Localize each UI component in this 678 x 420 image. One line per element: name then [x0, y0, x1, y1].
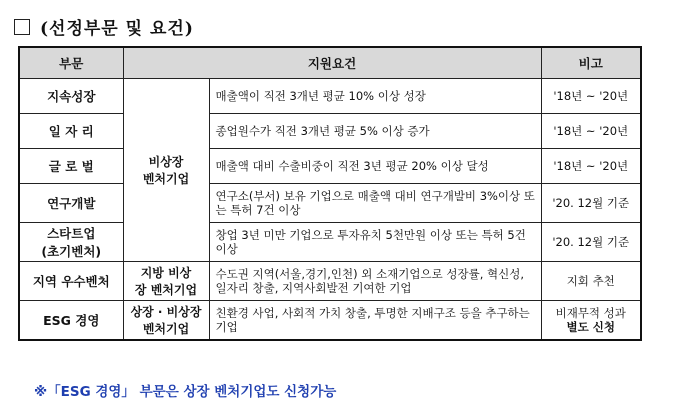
row-group-line1: 지방 비상: [140, 266, 192, 280]
group-cell-unlisted: [123, 79, 209, 262]
row-note: '20. 12월 기준: [541, 223, 641, 262]
table-row: [19, 262, 641, 301]
row-note: [541, 301, 641, 341]
row-requirement: 종업원수가 직전 3개년 평균 5% 이상 증가: [209, 114, 541, 149]
row-note: 지회 추천: [541, 262, 641, 301]
header-category: 부문: [19, 47, 123, 79]
row-group: [123, 301, 209, 341]
row-group: [123, 262, 209, 301]
selection-criteria-table: [18, 46, 642, 341]
row-requirement: 수도권 지역(서울,경기,인천) 외 소재기업으로 성장률, 혁신성, 일자리 창출, 지역사회발전 기여한 기업: [209, 262, 541, 301]
group-label-line2: 벤처기업: [142, 172, 190, 186]
group-label-line1: 비상장: [148, 155, 184, 169]
row-category-line2: (초기벤처): [41, 244, 102, 259]
row-category-line1: 스타트업: [47, 226, 96, 241]
checkbox-square-icon: [14, 19, 30, 35]
section-title: [14, 14, 194, 39]
row-note: '20. 12월 기준: [541, 184, 641, 223]
row-requirement: 연구소(부서) 보유 기업으로 매출액 대비 연구개발비 3%이상 또는 특허 7건 이상: [209, 184, 541, 223]
row-category: 연구개발: [19, 184, 123, 223]
row-category: 글 로 벌: [19, 149, 123, 184]
header-requirements: 지원요건: [123, 47, 541, 79]
row-note-line1: 비재무적 성과: [555, 306, 626, 320]
row-note: '18년 ~ '20년: [541, 79, 641, 114]
table-header-row: [19, 47, 641, 79]
row-requirement: 친환경 사업, 사회적 가치 창출, 투명한 지배구조 등을 추구하는 기업: [209, 301, 541, 341]
section-title-text: (선정부문 및 요건): [40, 19, 194, 39]
row-note-line2: 별도 신청: [566, 320, 615, 334]
header-note: 비고: [541, 47, 641, 79]
row-note: '18년 ~ '20년: [541, 149, 641, 184]
footnote: ※「ESG 경영」 부문은 상장 벤처기업도 신청가능: [34, 384, 337, 400]
row-category: 지역 우수벤처: [19, 262, 123, 301]
row-note: '18년 ~ '20년: [541, 114, 641, 149]
row-requirement: 매출액이 직전 3개년 평균 10% 이상 성장: [209, 79, 541, 114]
table-row: [19, 301, 641, 341]
table-row: [19, 223, 641, 262]
row-group-line1: 상장 · 비상장: [130, 305, 202, 319]
row-group-line2: 벤처기업: [142, 322, 190, 336]
table-row: [19, 79, 641, 114]
row-category: [19, 223, 123, 262]
row-group-line2: 장 벤처기업: [134, 283, 198, 297]
row-category: ESG 경영: [19, 301, 123, 341]
row-category: 일 자 리: [19, 114, 123, 149]
row-category: 지속성장: [19, 79, 123, 114]
table-row: [19, 149, 641, 184]
table-row: [19, 184, 641, 223]
table-row: [19, 114, 641, 149]
row-requirement: 창업 3년 미만 기업으로 투자유치 5천만원 이상 또는 특허 5건 이상: [209, 223, 541, 262]
row-requirement: 매출액 대비 수출비중이 직전 3년 평균 20% 이상 달성: [209, 149, 541, 184]
